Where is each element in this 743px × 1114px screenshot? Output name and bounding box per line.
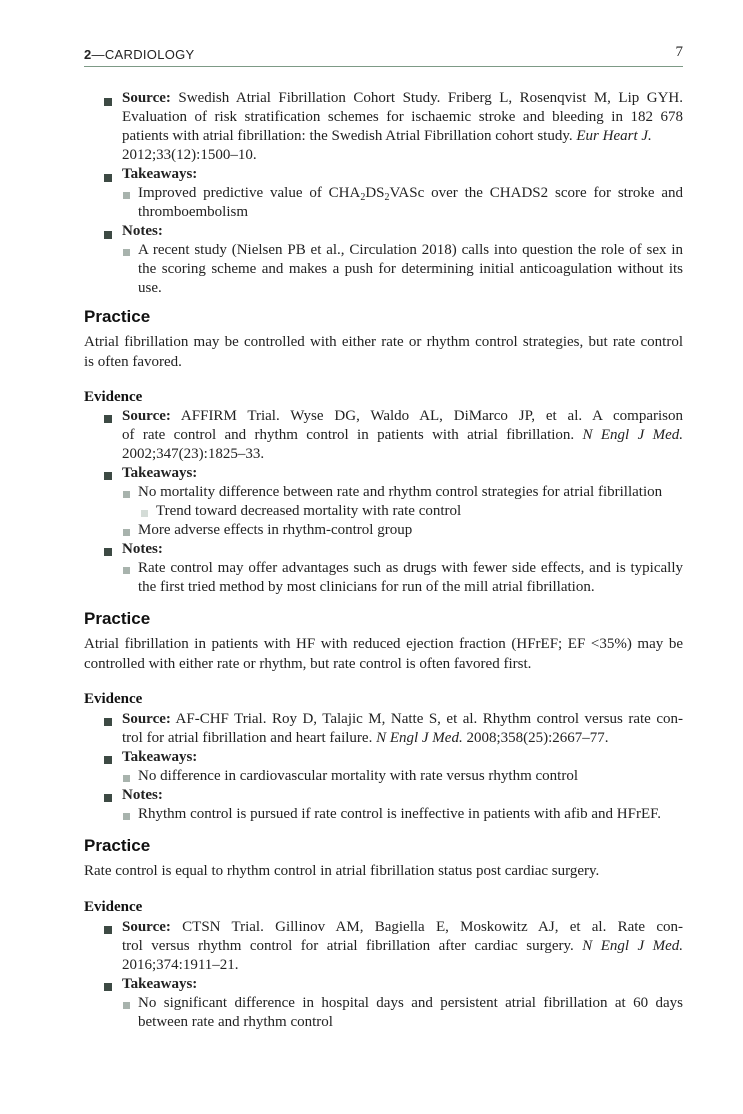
evidence-label: Evidence [84,389,143,405]
source-label: Source: [122,90,171,106]
practice-heading: Practice [84,609,151,628]
practice-heading: Practice [84,307,151,326]
source-line-3: patients with atrial fibrillation: the Swedish Atrial Fibrillation cohort study. Eur Heart J. [122,128,652,144]
bullet-square-icon [104,756,112,764]
source-line-1: Source: AF-CHF Trial. Roy D, Talajic M, Natte S, et al. Rhythm control versus rate con- [122,711,683,727]
takeaways-label: Takeaways: [122,976,198,992]
evidence-label: Evidence [84,899,143,915]
takeaway-item [138,184,683,222]
takeaway-item: No difference in cardiovascular mortality with rate versus rhythm control [138,768,578,784]
source-line-1: Source: Swedish Atrial Fibrillation Cohort Study. Friberg L, Rosenqvist M, Lip GYH. [122,90,684,106]
source-entry [122,918,683,975]
sub-bullet-square-icon [123,491,130,498]
bullet-square-icon [104,926,112,934]
chapter-label [84,47,195,62]
journal-name: N Engl J Med. [376,730,463,746]
sub-bullet-square-icon [123,529,130,536]
bullet-square-icon [104,472,112,480]
takeaway-item: More adverse effects in rhythm-control group [138,522,413,538]
journal-name: N Engl J Med. [582,938,683,954]
source-line-4: 2012;33(12):1500–10. [122,147,257,163]
takeaway-line-1: Improved predictive value of $CHA_2DS_2VASc$ over the CHADS2 score for stroke and [138,185,683,203]
sub-bullet-square-icon [123,813,130,820]
source-line-3: 2016;374:1911–21. [122,957,239,973]
bullet-square-icon [104,983,112,991]
sub-bullet-square-icon [123,567,130,574]
sub-bullet-square-icon [123,192,130,199]
page-number: 7 [675,44,683,60]
notes-label: Notes: [122,787,163,803]
takeaway-item: No mortality difference between rate and rhythm control strategies for atrial fibrillation [138,484,663,500]
bullet-square-icon [104,415,112,423]
sub-bullet-square-icon [123,775,130,782]
bullet-square-icon [104,98,112,106]
notes-label: Notes: [122,223,163,239]
bullet-square-icon [104,231,112,239]
source-entry [122,710,683,748]
note-item: Rhythm control is pursued if rate control is ineffective in patients with afib and HFrEF. [138,806,662,822]
bullet-square-icon [104,794,112,802]
note-item [138,241,683,298]
notes-label: Notes: [122,541,163,557]
source-line-2: trol versus rhythm control for atrial fibrillation after cardiac surgery. N Engl J Med. [122,938,683,954]
chapter-title: CARDIOLOGY [104,47,195,62]
note-line-1: A recent study (Nielsen PB et al., Circulation 2018) calls into question the role of sex in [138,242,683,258]
sub-bullet-square-icon [123,1002,130,1009]
chapter-number: 2 [84,47,92,62]
source-line-1: Source: CTSN Trial. Gillinov AM, Bagiella E, Moskowitz AJ, et al. Rate con- [122,919,684,935]
source-entry [122,89,683,165]
sub-bullet-square-icon [123,249,130,256]
practice-text: Rate control is equal to rhythm control in atrial fibrillation status post cardiac surgery. [84,863,600,879]
note-line-2: the scoring scheme and makes a push for determining initial anticoagulation without its [138,261,683,277]
source-line-2: Evaluation of risk stratification schemes for ischaemic stroke and bleeding in 182 678 [122,109,683,125]
source-entry [122,407,683,464]
takeaway-line-2: thromboembolism [138,204,248,220]
bullet-square-icon [104,174,112,182]
practice-text: Atrial fibrillation in patients with HF with reduced ejection fraction (HFrEF; EF <35%) may be controlled with either rate or rhythm, but rate control is often favored first. [84,636,683,672]
bullet-square-icon [104,718,112,726]
practice-heading: Practice [84,836,151,855]
takeaway-item: No significant difference in hospital days and persistent atrial fibrillation at 60 days between rate and rhythm control [138,995,683,1030]
source-line-2: of rate control and rhythm control in patients with atrial fibrillation. N Engl J Med. [122,427,683,443]
takeaway-subitem: Trend toward decreased mortality with rate control [156,503,462,519]
header-rule [84,66,683,67]
takeaways-label: Takeaways: [122,749,198,765]
source-line-3: 2002;347(23):1825–33. [122,446,265,462]
journal-name: N Engl J Med. [582,427,683,443]
practice-text: Atrial fibrillation may be controlled with either rate or rhythm control strategies, but rate control is often favored. [84,334,683,370]
sub-sub-bullet-square-icon [141,510,148,517]
source-line-1: Source: AFFIRM Trial. Wyse DG, Waldo AL, DiMarco JP, et al. A comparison [122,408,683,424]
note-item: Rate control may offer advantages such as drugs with fewer side effects, and is typically the first tried method by most clinicians for run of the mill atrial fibrillation. [138,560,683,595]
bullet-square-icon [104,548,112,556]
chapter-dash: — [91,47,105,62]
takeaways-label: Takeaways: [122,465,198,481]
evidence-label: Evidence [84,691,143,707]
takeaways-label: Takeaways: [122,166,198,182]
note-line-3: use. [138,280,162,296]
running-header [84,44,683,64]
source-line-2: trol for atrial fibrillation and heart failure. N Engl J Med. 2008;358(25):2667–77. [122,730,609,746]
journal-name: Eur Heart J. [576,128,652,144]
